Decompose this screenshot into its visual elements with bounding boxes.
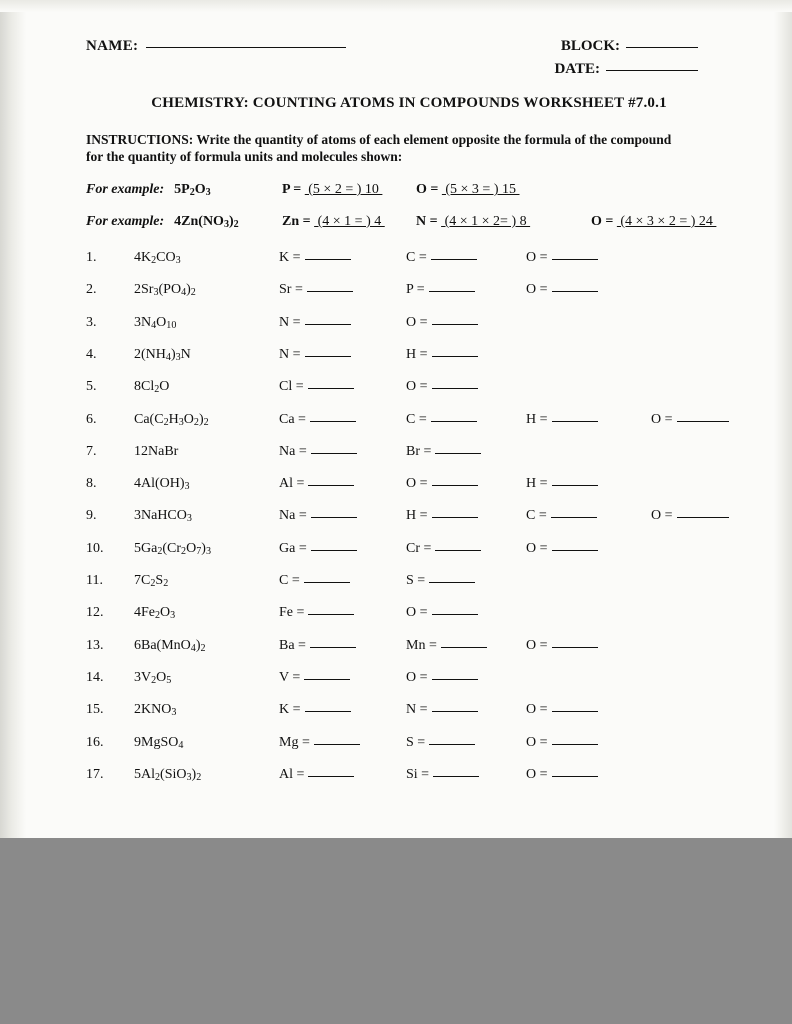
problem-formula: $2(NH_4)_3N$ — [134, 347, 191, 363]
name-field-row — [86, 38, 346, 55]
answer-blank-line[interactable] — [431, 259, 477, 260]
problem-formula: $2KNO_3$ — [134, 702, 177, 718]
example-work: (5 × 3 = ) 15 — [441, 182, 520, 197]
answer-element-label: H = — [526, 412, 548, 427]
answer-slot — [526, 702, 598, 718]
answer-slot — [279, 347, 351, 363]
answer-blank-line[interactable] — [552, 485, 598, 486]
example-answer — [416, 182, 520, 198]
example-element-label: P = — [282, 182, 305, 197]
example-element-label: O = — [591, 214, 617, 229]
answer-element-label: H = — [406, 508, 428, 523]
problem-formula: $7C_2S_2$ — [134, 573, 169, 589]
problem-formula: 9MgSO$_4$ — [134, 735, 184, 751]
answer-blank-line[interactable] — [311, 453, 357, 454]
problem-number: 6. — [86, 412, 97, 427]
problem-number: 9. — [86, 508, 97, 523]
answer-element-label: Na = — [279, 508, 307, 523]
block-blank-line[interactable] — [626, 47, 698, 48]
answer-blank-line[interactable] — [432, 324, 478, 325]
answer-blank-line[interactable] — [305, 324, 351, 325]
problem-formula: $Ca(C_2H_3O_2)_2$ — [134, 412, 209, 428]
answer-slot — [406, 282, 475, 298]
problem-number: 10. — [86, 541, 104, 556]
example-answer — [416, 214, 530, 230]
problem-number: 14. — [86, 670, 104, 685]
answer-blank-line[interactable] — [552, 421, 598, 422]
answer-slot — [406, 476, 478, 492]
answer-blank-line[interactable] — [310, 421, 356, 422]
answer-slot — [526, 412, 598, 428]
answer-slot — [406, 379, 478, 395]
problem-formula: $5Al_2(SiO_3)_2$ — [134, 767, 202, 783]
answer-blank-line[interactable] — [435, 550, 481, 551]
answer-slot — [279, 541, 357, 557]
block-label: BLOCK: — [560, 38, 620, 54]
answer-element-label: N = — [279, 347, 301, 362]
answer-element-label: Si = — [406, 767, 430, 782]
answer-slot — [279, 444, 357, 460]
problem-formula: $3V_2O_5$ — [134, 670, 172, 686]
problem-formula: $8Cl_2O$ — [134, 379, 170, 395]
answer-element-label: S = — [406, 573, 426, 588]
answer-element-label: Mg = — [279, 735, 310, 750]
answer-blank-line[interactable] — [311, 550, 357, 551]
answer-slot — [526, 767, 598, 783]
answer-element-label: C = — [406, 412, 427, 427]
answer-blank-line[interactable] — [432, 485, 478, 486]
date-blank-line[interactable] — [606, 70, 698, 71]
answer-element-label: O = — [406, 315, 428, 330]
answer-element-label: O = — [526, 638, 548, 653]
answer-element-label: K = — [279, 702, 301, 717]
answer-element-label: K = — [279, 250, 301, 265]
problem-formula: 12NaBr — [134, 444, 179, 459]
answer-slot — [406, 702, 478, 718]
answer-element-label: N = — [279, 315, 301, 330]
example-answer — [282, 182, 382, 198]
answer-element-label: O = — [526, 702, 548, 717]
answer-slot — [279, 379, 354, 395]
example-work: (4 × 1 = ) 4 — [314, 214, 385, 229]
answer-element-label: S = — [406, 735, 426, 750]
date-label: DATE: — [554, 61, 600, 77]
answer-blank-line[interactable] — [552, 550, 598, 551]
answer-element-label: O = — [526, 541, 548, 556]
instructions-label: INSTRUCTIONS: — [86, 132, 194, 147]
answer-blank-line[interactable] — [552, 711, 598, 712]
answer-blank-line[interactable] — [304, 679, 350, 680]
answer-element-label: O = — [406, 379, 428, 394]
answer-slot — [406, 670, 478, 686]
answer-blank-line[interactable] — [314, 744, 360, 745]
answer-slot — [526, 250, 598, 266]
answer-slot — [406, 444, 481, 460]
answer-blank-line[interactable] — [552, 259, 598, 260]
answer-slot — [279, 573, 350, 589]
answer-slot — [406, 508, 478, 524]
answer-blank-line[interactable] — [552, 776, 598, 777]
answer-slot — [406, 541, 481, 557]
answer-blank-line[interactable] — [432, 517, 478, 518]
example-work: (4 × 3 × 2 = ) 24 — [616, 214, 717, 229]
problem-number: 4. — [86, 347, 97, 362]
example-answer — [591, 214, 716, 230]
answer-element-label: C = — [406, 250, 427, 265]
example-work: (4 × 1 × 2= ) 8 — [441, 214, 531, 229]
answer-element-label: Fe = — [279, 605, 305, 620]
scan-edge-top — [0, 0, 792, 12]
answer-slot — [526, 282, 598, 298]
answer-slot — [406, 412, 477, 428]
answer-blank-line[interactable] — [552, 647, 598, 648]
answer-element-label: Mn = — [406, 638, 437, 653]
answer-blank-line[interactable] — [429, 744, 475, 745]
answer-blank-line[interactable] — [308, 388, 354, 389]
answer-element-label: C = — [279, 573, 300, 588]
problem-number: 13. — [86, 638, 104, 653]
problem-number: 11. — [86, 573, 103, 588]
problem-number: 17. — [86, 767, 104, 782]
problem-formula: $5Ga_2(Cr_2O_7)_3$ — [134, 541, 211, 557]
name-blank-line[interactable] — [146, 47, 346, 48]
answer-element-label: Ga = — [279, 541, 307, 556]
answer-blank-line[interactable] — [432, 614, 478, 615]
answer-blank-line[interactable] — [308, 614, 354, 615]
problem-number: 16. — [86, 735, 104, 750]
answer-blank-line[interactable] — [435, 453, 481, 454]
answer-element-label: Cl = — [279, 379, 304, 394]
answer-blank-line[interactable] — [552, 291, 598, 292]
answer-slot — [279, 638, 356, 654]
answer-slot — [279, 250, 351, 266]
answer-blank-line[interactable] — [551, 517, 597, 518]
answer-blank-line[interactable] — [304, 582, 350, 583]
answer-element-label: O = — [651, 412, 673, 427]
answer-slot — [406, 638, 487, 654]
answer-element-label: Ca = — [279, 412, 306, 427]
answer-element-label: O = — [526, 767, 548, 782]
answer-element-label: O = — [526, 282, 548, 297]
answer-blank-line[interactable] — [305, 356, 351, 357]
scan-edge-right — [774, 0, 792, 838]
answer-blank-line[interactable] — [305, 711, 351, 712]
answer-slot — [279, 282, 353, 298]
answer-element-label: H = — [526, 476, 548, 491]
answer-blank-line[interactable] — [305, 259, 351, 260]
problem-number: 12. — [86, 605, 104, 620]
name-label: NAME: — [86, 38, 139, 54]
answer-slot — [279, 508, 357, 524]
example-element-label: O = — [416, 182, 442, 197]
answer-slot — [406, 347, 478, 363]
answer-element-label: O = — [526, 735, 548, 750]
answer-slot — [406, 767, 479, 783]
problem-formula: 3NaHCO$_3$ — [134, 508, 192, 524]
answer-element-label: V = — [279, 670, 301, 685]
example-answer — [282, 214, 385, 230]
answer-blank-line[interactable] — [432, 388, 478, 389]
problem-formula: $4Al(OH)_3$ — [134, 476, 190, 492]
problem-formula: $4K_2CO_3$ — [134, 250, 181, 266]
answer-slot — [406, 315, 478, 331]
answer-element-label: O = — [406, 605, 428, 620]
problem-formula: $3N_4O_{10}$ — [134, 315, 177, 331]
answer-slot — [651, 508, 729, 524]
problem-number: 8. — [86, 476, 97, 491]
answer-blank-line[interactable] — [677, 421, 729, 422]
answer-element-label: O = — [526, 250, 548, 265]
answer-element-label: P = — [406, 282, 425, 297]
scan-cutoff-band — [0, 838, 792, 1024]
date-field-row — [554, 61, 698, 78]
answer-slot — [279, 767, 354, 783]
answer-element-label: Sr = — [279, 282, 303, 297]
instructions-text: Write the quantity of atoms of each element opposite the formula of the compound for the quantity of formula units and molecules shown: — [86, 132, 672, 164]
answer-slot — [279, 315, 351, 331]
problem-formula: $2Sr_3(PO_4)_2$ — [134, 282, 196, 298]
answer-slot — [279, 605, 354, 621]
answer-slot — [651, 412, 729, 428]
answer-slot — [526, 476, 598, 492]
problem-formula: $6Ba(MnO_4)_2$ — [134, 638, 206, 654]
answer-element-label: Cr = — [406, 541, 432, 556]
page-title: CHEMISTRY: COUNTING ATOMS IN COMPOUNDS WORKSHEET #7.0.1 — [151, 95, 667, 111]
answer-element-label: H = — [406, 347, 428, 362]
example-work: (5 × 2 = ) 10 — [304, 182, 383, 197]
example-row-2 — [86, 214, 717, 230]
problem-number: 3. — [86, 315, 97, 330]
example-formula: $5P_2O_3$ — [174, 182, 211, 198]
problem-number: 1. — [86, 250, 97, 265]
answer-slot — [279, 735, 360, 751]
answer-element-label: Br = — [406, 444, 432, 459]
answer-blank-line[interactable] — [308, 485, 354, 486]
answer-blank-line[interactable] — [432, 679, 478, 680]
answer-element-label: Ba = — [279, 638, 306, 653]
block-field-row — [561, 38, 698, 55]
answer-slot — [406, 573, 475, 589]
example-element-label: Zn = — [282, 214, 315, 229]
answer-blank-line[interactable] — [431, 421, 477, 422]
example-label: For example: — [86, 182, 165, 197]
answer-slot — [279, 476, 354, 492]
problem-formula: $4Fe_2O_3$ — [134, 605, 176, 621]
answer-slot — [279, 670, 350, 686]
answer-blank-line[interactable] — [432, 356, 478, 357]
example-label: For example: — [86, 214, 165, 229]
answer-element-label: C = — [526, 508, 547, 523]
answer-element-label: O = — [406, 670, 428, 685]
answer-slot — [406, 605, 478, 621]
answer-element-label: Al = — [279, 476, 305, 491]
answer-blank-line[interactable] — [441, 647, 487, 648]
answer-slot — [406, 250, 477, 266]
example-row-1 — [86, 182, 520, 198]
answer-element-label: O = — [651, 508, 673, 523]
answer-blank-line[interactable] — [433, 776, 479, 777]
answer-element-label: Al = — [279, 767, 305, 782]
instructions-block — [86, 131, 686, 165]
answer-slot — [279, 412, 356, 428]
answer-slot — [526, 735, 598, 751]
answer-blank-line[interactable] — [429, 291, 475, 292]
example-element-label: N = — [416, 214, 442, 229]
answer-blank-line[interactable] — [308, 776, 354, 777]
problem-number: 15. — [86, 702, 104, 717]
answer-element-label: Na = — [279, 444, 307, 459]
answer-element-label: N = — [406, 702, 428, 717]
problem-number: 2. — [86, 282, 97, 297]
answer-slot — [279, 702, 351, 718]
answer-slot — [526, 508, 597, 524]
answer-blank-line[interactable] — [432, 711, 478, 712]
answer-slot — [526, 638, 598, 654]
example-formula: $4Zn(NO_3)_2$ — [174, 214, 239, 230]
page-header — [86, 38, 712, 84]
answer-slot — [526, 541, 598, 557]
problem-number: 7. — [86, 444, 97, 459]
answer-blank-line[interactable] — [552, 744, 598, 745]
problem-number: 5. — [86, 379, 97, 394]
answer-element-label: O = — [406, 476, 428, 491]
answer-blank-line[interactable] — [429, 582, 475, 583]
scan-edge-left — [0, 0, 26, 838]
answer-blank-line[interactable] — [311, 517, 357, 518]
answer-blank-line[interactable] — [307, 291, 353, 292]
answer-blank-line[interactable] — [310, 647, 356, 648]
answer-slot — [406, 735, 475, 751]
answer-blank-line[interactable] — [677, 517, 729, 518]
